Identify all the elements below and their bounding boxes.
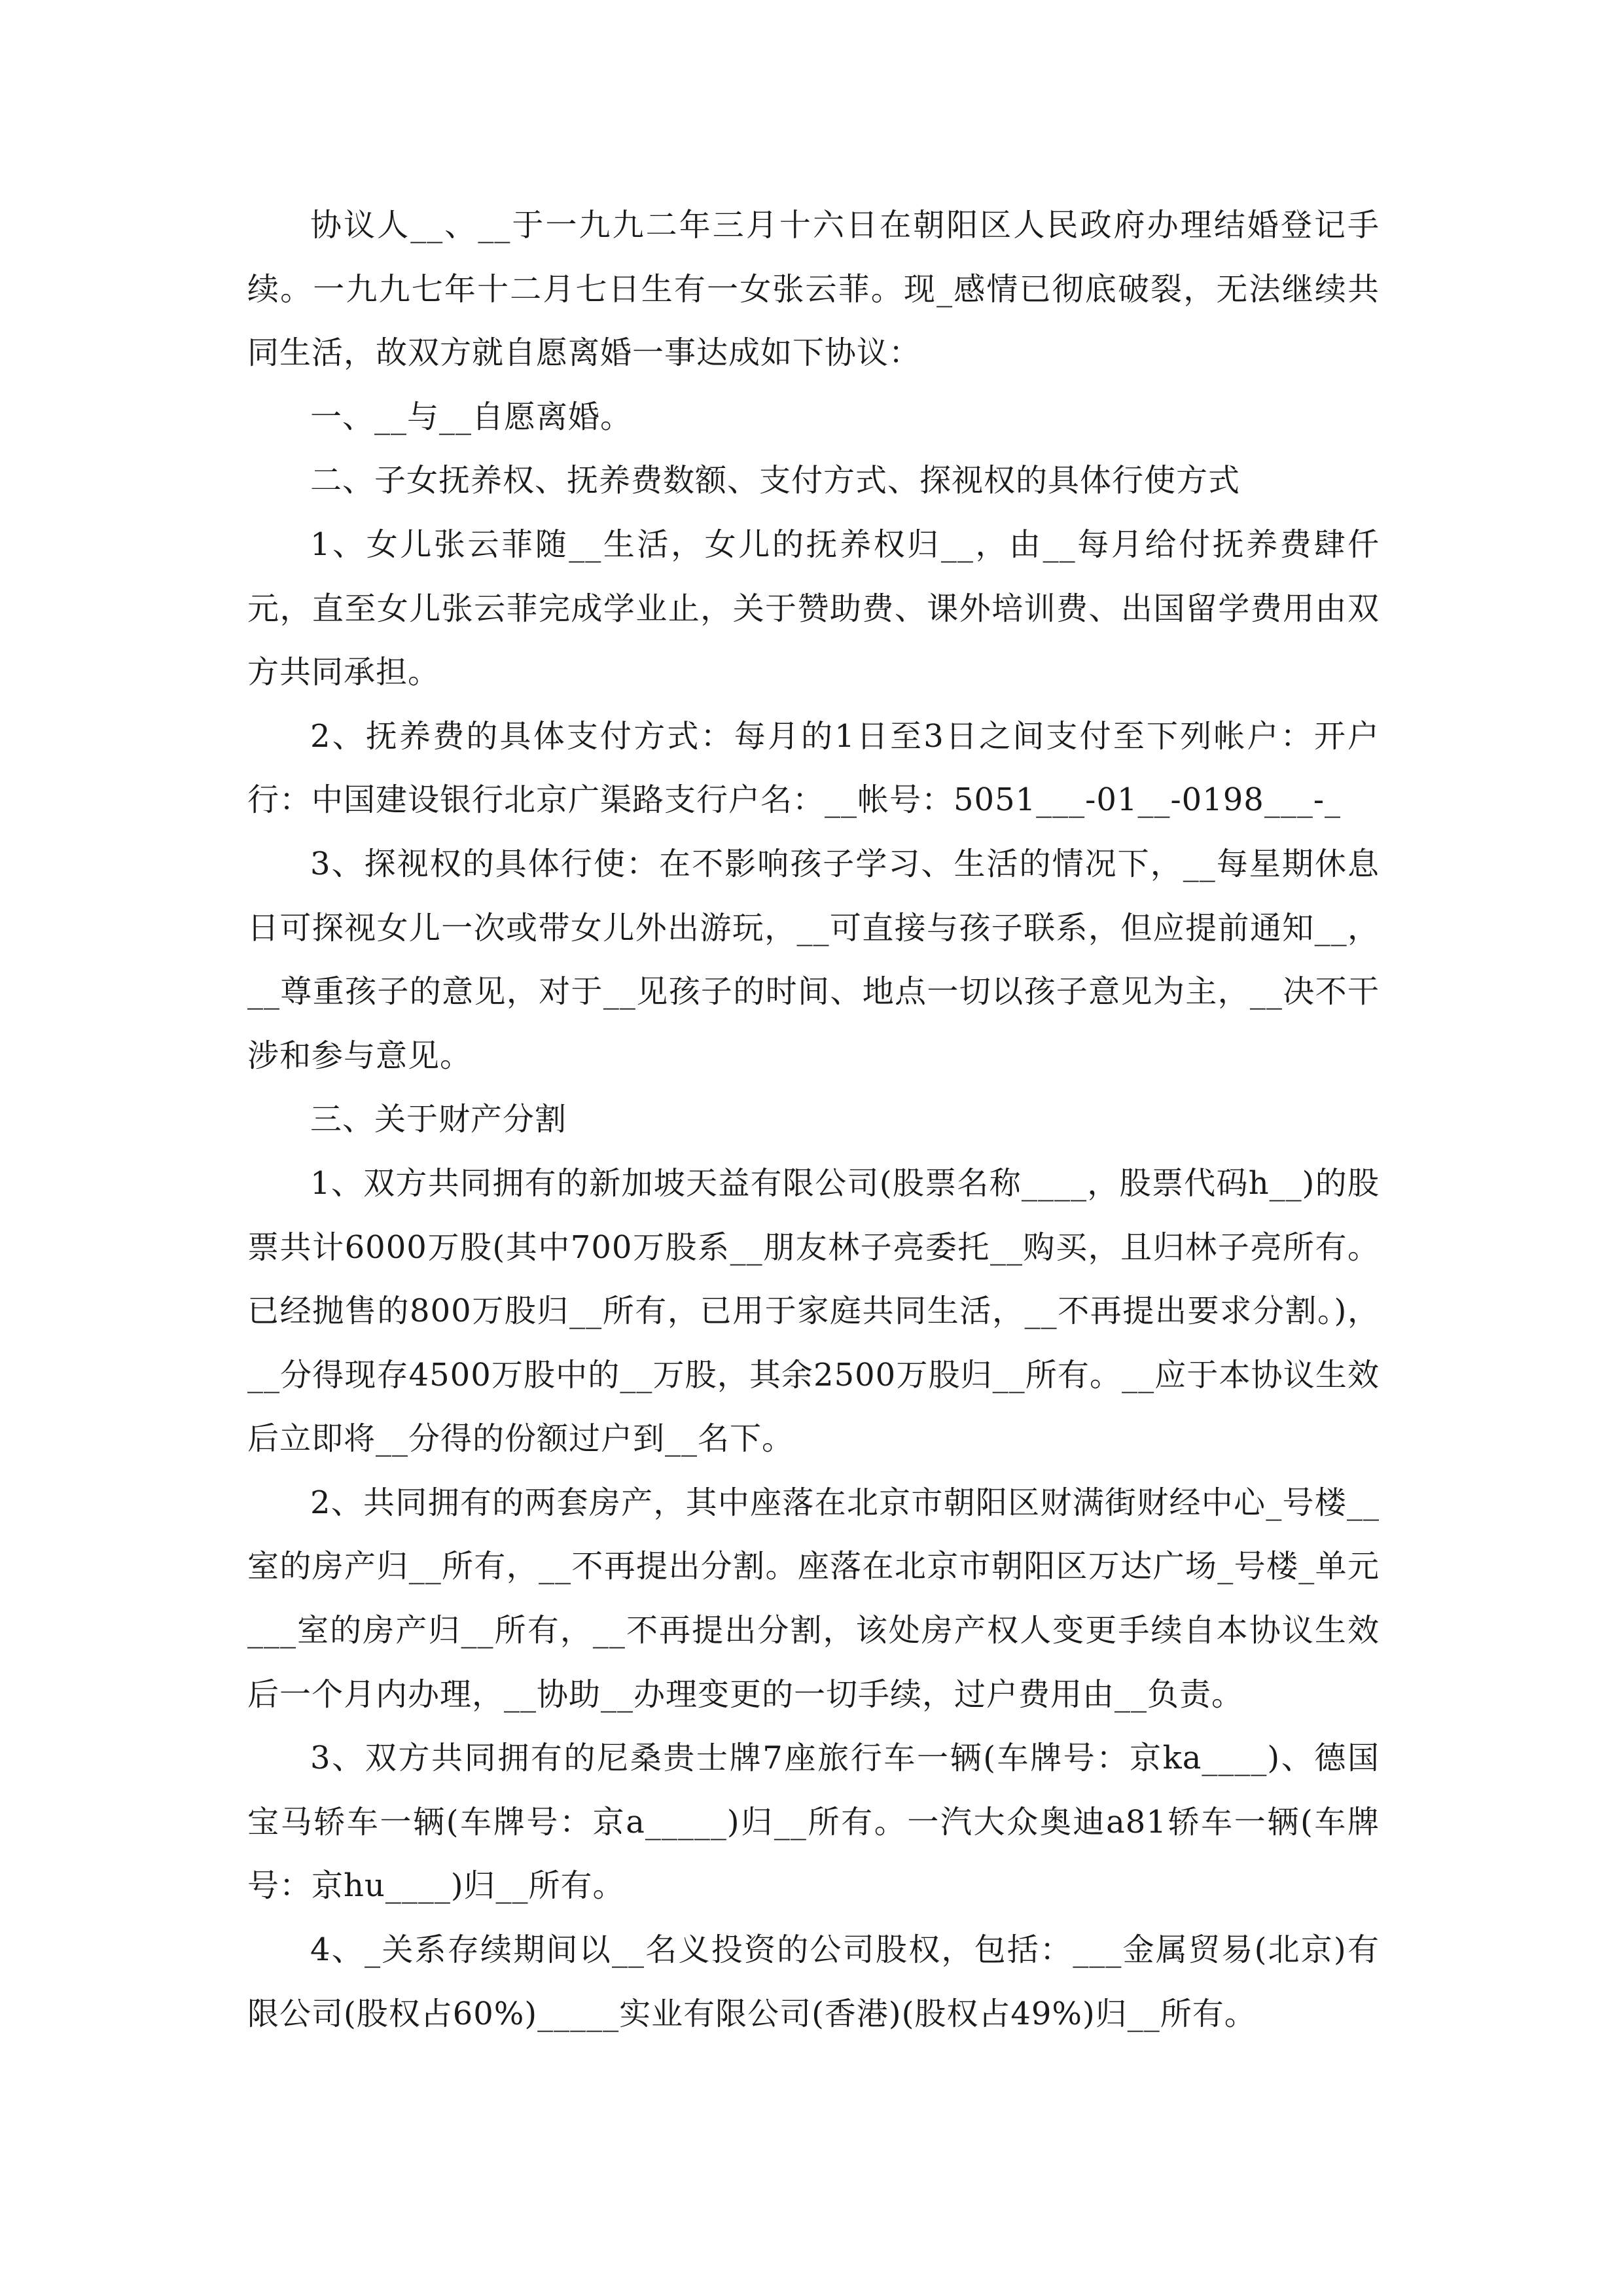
paragraph-clause-1: 一、__与__自愿离婚。 (310, 398, 633, 435)
paragraph-visitation: 3、探视权的具体行使：在不影响孩子学习、生活的情况下，__每星期休息日可探视女儿一次或带女儿外出游玩，__可直接与孩子联系，但应提前通知__，__尊重孩子的意见，对于__见孩子的时间、地点一切以孩子意见为主，__决不干涉和参与意见。 (247, 845, 1380, 1074)
paragraph-equity-division: 4、_关系存续期间以__名义投资的公司股权，包括：___金属贸易(北京)有限公司(股权占60%)_____实业有限公司(香港)(股权占49%)归__所有。 (247, 1931, 1380, 2032)
paragraph-custody: 1、女儿张云菲随__生活，女儿的抚养权归__，由__每月给付抚养费肆仟元，直至女儿张云菲完成学业止，关于赞助费、课外培训费、出国留学费用由双方共同承担。 (247, 526, 1380, 691)
paragraph-property-division: 2、共同拥有的两套房产，其中座落在北京市朝阳区财满街财经中心_号楼__室的房产归__所有，__不再提出分割。座落在北京市朝阳区万达广场_号楼_单元___室的房产归__所有，__不再提出分割，该处房产权人变更手续自本协议生效后一个月内办理，__协助__办理变更的一切手续，过户费用由__负责。 (247, 1484, 1380, 1713)
paragraph-intro: 协议人__、__于一九九二年三月十六日在朝阳区人民政府办理结婚登记手续。一九九七年十二月七日生有一女张云菲。现_感情已彻底破裂，无法继续共同生活，故双方就自愿离婚一事达成如下协议： (247, 207, 1380, 372)
paragraph-payment-method: 2、抚养费的具体支付方式：每月的1日至3日之间支付至下列帐户：开户行：中国建设银行北京广渠路支行户名：__帐号：5051___-01__-0198___-_ (247, 717, 1380, 819)
paragraph-vehicle-division: 3、双方共同拥有的尼桑贵士牌7座旅行车一辆(车牌号：京ka____)、德国宝马轿车一辆(车牌号：京a_____)归__所有。一汽大众奥迪a81轿车一辆(车牌号：京hu____)归__所有。 (247, 1740, 1380, 1905)
agreement-body (247, 194, 1380, 2046)
paragraph-stock-division: 1、双方共同拥有的新加坡天益有限公司(股票名称____，股票代码h__)的股票共计6000万股(其中700万股系__朋友林子亮委托__购买，且归林子亮所有。已经抛售的800万股归__所有，已用于家庭共同生活，__不再提出要求分割。)，__分得现存4500万股中的__万股，其余2500万股归__所有。__应于本协议生效后立即将__分得的份额过户到__名下。 (247, 1164, 1380, 1458)
paragraph-clause-2-heading: 二、子女抚养权、抚养费数额、支付方式、探视权的具体行使方式 (310, 462, 1241, 499)
paragraph-clause-3-heading: 三、关于财产分割 (310, 1101, 567, 1138)
